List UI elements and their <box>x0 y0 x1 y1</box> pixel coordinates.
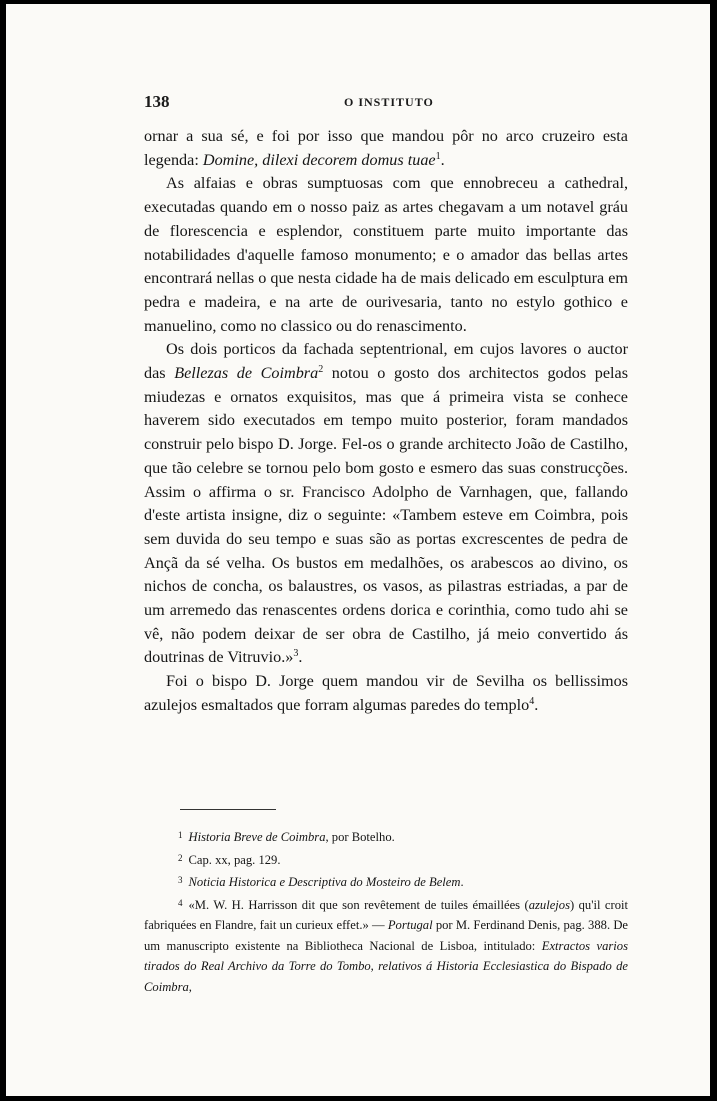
footnote-ref-1: 1 <box>435 150 441 162</box>
footnote-1: $^1$ Historia Breve de Coimbra, por Botelho. <box>178 830 395 844</box>
footnote-divider <box>180 809 276 810</box>
footnote-4: $^4$ «M. W. H. Harrisson dit que son revêtement de tuiles émaillées (azulejos) qu'il croit fabriquées en Flandre, fait un curieux effet.» — Portugal por M. Ferdinand Denis, pag. 388. De um manuscripto existente na Bibliotheca Nacional de Lisboa, intitulado: Extractos varios tirados do Real Archivo da Torre do Tombo, relativos á Historia Ecclesiastica do Bispado de Coimbra, <box>144 897 629 994</box>
paragraph-2: As alfaias e obras sumptuosas com que ennobreceu a cathedral, executadas quando em o nosso paiz as artes chegavam a um notavel gráu de florescencia e esplendor, constituem parte muito importante das notabilidades d'aquelle famoso monumento; e o amador das bellas artes encontrará nellas o que nesta cidade ha de mais delicado em esculptura em pedra e madeira, e na arte de ourivesaria, tanto no estylo gothico e manuelino, como no classico ou do renascimento. <box>144 174 628 335</box>
footnote-3: $^3$ Noticia Historica e Descriptiva do Mosteiro de Belem. <box>178 875 464 889</box>
paragraph-1: ornar a sua sé, e foi por isso que mandou pôr no arco cruzeiro esta legenda: Domine, dilexi decorem domus tuae$^1$. <box>144 127 628 169</box>
paragraph-3: Os dois porticos da fachada septentrional, em cujos lavores o auctor das Bellezas de Coimbra$^2$ notou o gosto dos architectos godos pelas miudezas e ornatos exquisitos, mas que á primeira vista se conhece haverem sido executados em tempo muito posterior, foram mandados construir pelo bispo D. Jorge. Fel-os o grande architecto João de Castilho, que tão celebre se tornou pelo bom gosto e esmero das suas construcções. Assim o affirma o sr. Francisco Adolpho de Varnhagen, que, fallando d'este artista insigne, diz o seguinte: «Tambem esteve em Coimbra, pois sem duvida do seu tempo e suas são as portas excrescentes de pedra de Ançã da sé velha. Os bustos em medalhões, os arabescos ao divino, os nichos de concha, os balaustres, os vasos, as pilastras estriadas, a par de um arremedo das renascentes ordens dorica e corinthia, como tudo ahi se vê, não podem deixar de ser obra de Castilho, já meio convertido ás doutrinas de Vitruvio.»$^3$. <box>144 340 628 667</box>
footnote-2: $^2$ Cap. xx, pag. 129. <box>178 852 281 867</box>
page-header <box>144 92 644 114</box>
footnote-ref-2: 2 <box>318 364 324 376</box>
paragraph-4: Foi o bispo D. Jorge quem mandou vir de Sevilha os bellissimos azulejos esmaltados que forram algumas paredes do templo$^4$. <box>144 672 628 714</box>
footnotes <box>144 825 628 997</box>
latin-inscription: Domine, dilexi decorem domus tuae <box>202 150 436 169</box>
footnote-ref-4: 4 <box>529 695 535 707</box>
running-title: O INSTITUTO <box>344 95 434 109</box>
body-text <box>144 125 628 718</box>
page-number: 138 <box>144 92 170 111</box>
footnote-ref-3: 3 <box>293 648 299 660</box>
book-page <box>6 4 710 1096</box>
work-title: Bellezas de Coimbra <box>174 364 319 383</box>
